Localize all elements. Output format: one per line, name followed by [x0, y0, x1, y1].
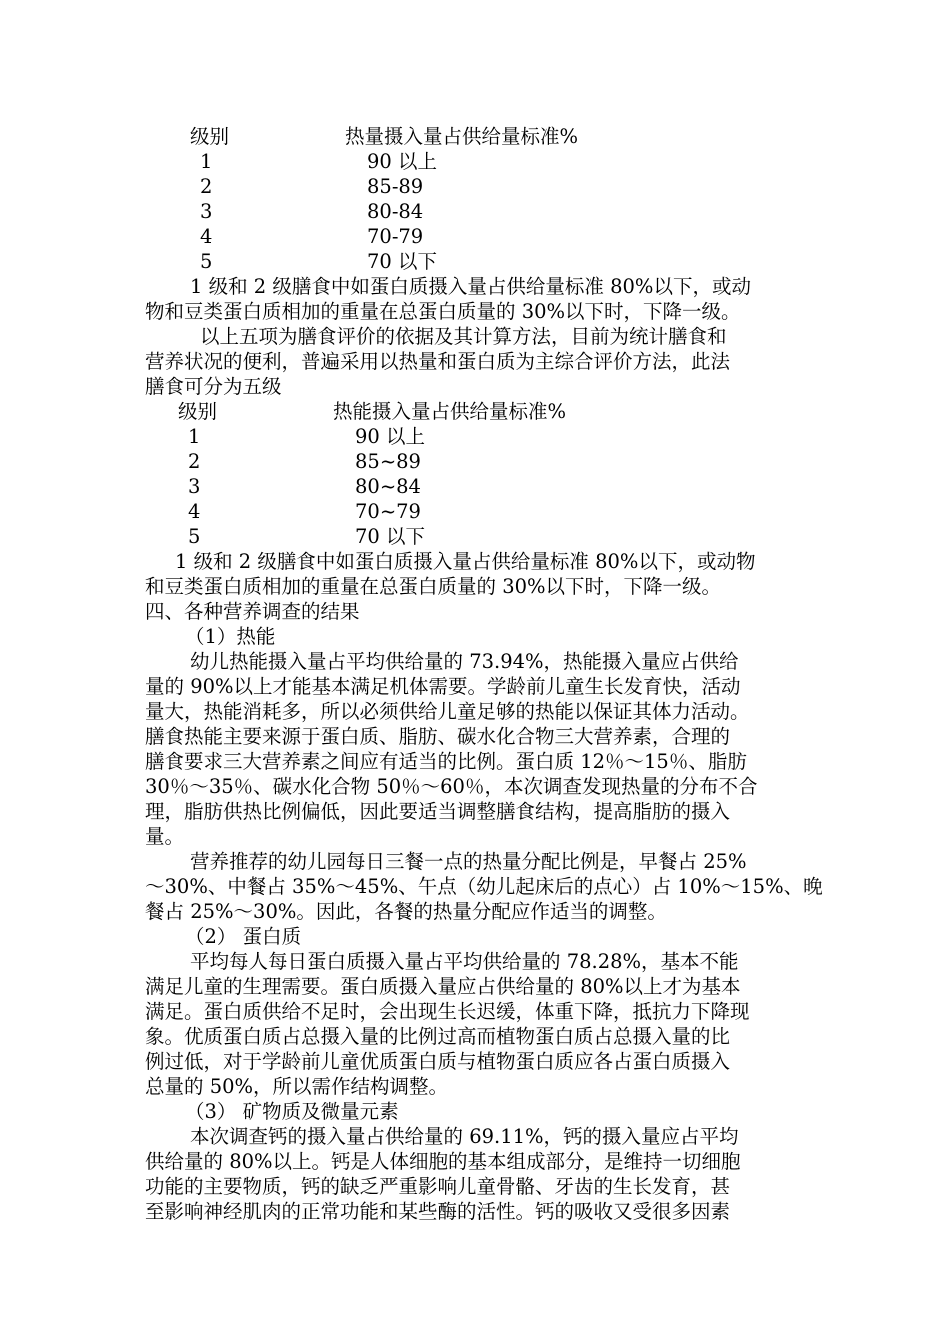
- table1-row-level: 2: [200, 175, 213, 198]
- table2-row-ratio: 80~84: [355, 475, 421, 498]
- table2-header: [0, 399, 950, 424]
- table1-row-ratio: 70 以下: [367, 250, 438, 273]
- paragraph-line: 平均每人每日蛋白质摄入量占平均供给量的 78.28%，基本不能: [190, 950, 739, 973]
- paragraph-line: 满足儿童的生理需要。蛋白质摄入量应占供给量的 80%以上才为基本: [145, 975, 741, 998]
- subsection-heading: （2） 蛋白质: [185, 925, 302, 948]
- paragraph-line: 营养状况的便利，普遍采用以热量和蛋白质为主综合评价方法，此法: [145, 350, 731, 373]
- paragraph-line: 量。: [145, 825, 185, 848]
- table2-row-ratio: 70~79: [355, 500, 421, 523]
- paragraph-line: 总量的 50%，所以需作结构调整。: [145, 1075, 449, 1098]
- section-heading: 四、各种营养调查的结果: [145, 600, 360, 623]
- table2-header-level: 级别: [178, 400, 218, 423]
- table1-row-level: 4: [200, 225, 213, 248]
- table1-row-ratio: 80-84: [367, 200, 424, 223]
- paragraph-line: 1 级和 2 级膳食中如蛋白质摄入量占供给量标准 80%以下，或动: [190, 275, 751, 298]
- paragraph-line: 供给量的 80%以上。钙是人体细胞的基本组成部分，是维持一切细胞: [145, 1150, 741, 1173]
- paragraph-line: 象。优质蛋白质占总摄入量的比例过高而植物蛋白质占总摄入量的比: [145, 1025, 731, 1048]
- paragraph-line: ～30%、中餐占 35%～45%、午点（幼儿起床后的点心）占 10%～15%、晚: [145, 875, 823, 898]
- paragraph-line: 膳食热能主要来源于蛋白质、脂肪、碳水化合物三大营养素，合理的: [145, 725, 731, 748]
- paragraph-line: 功能的主要物质，钙的缺乏严重影响儿童骨骼、牙齿的生长发育，甚: [145, 1175, 731, 1198]
- paragraph-line: 理，脂肪供热比例偏低，因此要适当调整膳食结构，提高脂肪的摄入: [145, 800, 731, 823]
- paragraph-line: 1 级和 2 级膳食中如蛋白质摄入量占供给量标准 80%以下，或动物: [175, 550, 756, 573]
- table2-row-level: 2: [188, 450, 201, 473]
- paragraph-line: 例过低，对于学龄前儿童优质蛋白质与植物蛋白质应各占蛋白质摄入: [145, 1050, 731, 1073]
- table1-row-level: 1: [200, 150, 213, 173]
- table1-row: [0, 199, 950, 224]
- paragraph-line: 和豆类蛋白质相加的重量在总蛋白质量的 30%以下时，下降一级。: [145, 575, 722, 598]
- subsection-heading: （3） 矿物质及微量元素: [185, 1100, 399, 1123]
- table2-row: [0, 499, 950, 524]
- table1-header-level: 级别: [190, 125, 230, 148]
- table1-row-ratio: 85-89: [367, 175, 424, 198]
- paragraph-line: 量大，热能消耗多，所以必须供给儿童足够的热能以保证其体力活动。: [145, 700, 750, 723]
- table1-row: [0, 249, 950, 274]
- table2-row-level: 1: [188, 425, 201, 448]
- table2-row: [0, 474, 950, 499]
- paragraph-line: 满足。蛋白质供给不足时，会出现生长迟缓，体重下降，抵抗力下降现: [145, 1000, 750, 1023]
- table1-row: [0, 149, 950, 174]
- table2-row-level: 5: [188, 525, 201, 548]
- table1-row: [0, 174, 950, 199]
- table1-row-ratio: 70-79: [367, 225, 424, 248]
- paragraph-line: 本次调查钙的摄入量占供给量的 69.11%，钙的摄入量应占平均: [190, 1125, 739, 1148]
- paragraph-line: 至影响神经肌肉的正常功能和某些酶的活性。钙的吸收又受很多因素: [145, 1200, 731, 1223]
- paragraph-line: 物和豆类蛋白质相加的重量在总蛋白质量的 30%以下时，下降一级。: [145, 300, 741, 323]
- table1-header: [0, 124, 950, 149]
- table2-row-level: 4: [188, 500, 201, 523]
- table2-row-level: 3: [188, 475, 201, 498]
- table1-row-level: 5: [200, 250, 213, 273]
- table1-row-ratio: 90 以上: [367, 150, 438, 173]
- paragraph-line: 量的 90%以上才能基本满足机体需要。学龄前儿童生长发育快，活动: [145, 675, 741, 698]
- paragraph-line: 以上五项为膳食评价的依据及其计算方法，目前为统计膳食和: [200, 325, 727, 348]
- table2-row: [0, 424, 950, 449]
- table2-row-ratio: 70 以下: [355, 525, 426, 548]
- paragraph-line: 餐占 25%～30%。因此，各餐的热量分配应作适当的调整。: [145, 900, 667, 923]
- paragraph-line: 30％～35％、碳水化合物 50％～60％，本次调查发现热量的分布不合: [145, 775, 758, 798]
- table2-row: [0, 524, 950, 549]
- paragraph-line: 膳食要求三大营养素之间应有适当的比例。蛋白质 12％～15％、脂肪: [145, 750, 747, 773]
- table1-row-level: 3: [200, 200, 213, 223]
- table2-row: [0, 449, 950, 474]
- table1-header-ratio: 热量摄入量占供给量标准%: [345, 125, 579, 148]
- table1-row: [0, 224, 950, 249]
- paragraph-line: 幼儿热能摄入量占平均供给量的 73.94%，热能摄入量应占供给: [190, 650, 739, 673]
- table2-row-ratio: 90 以上: [355, 425, 426, 448]
- table2-row-ratio: 85~89: [355, 450, 421, 473]
- subsection-heading: （1）热能: [185, 625, 276, 648]
- paragraph-line: 营养推荐的幼儿园每日三餐一点的热量分配比例是，早餐占 25%: [190, 850, 747, 873]
- paragraph-line: 膳食可分为五级: [145, 375, 282, 398]
- table2-header-ratio: 热能摄入量占供给量标准%: [333, 400, 567, 423]
